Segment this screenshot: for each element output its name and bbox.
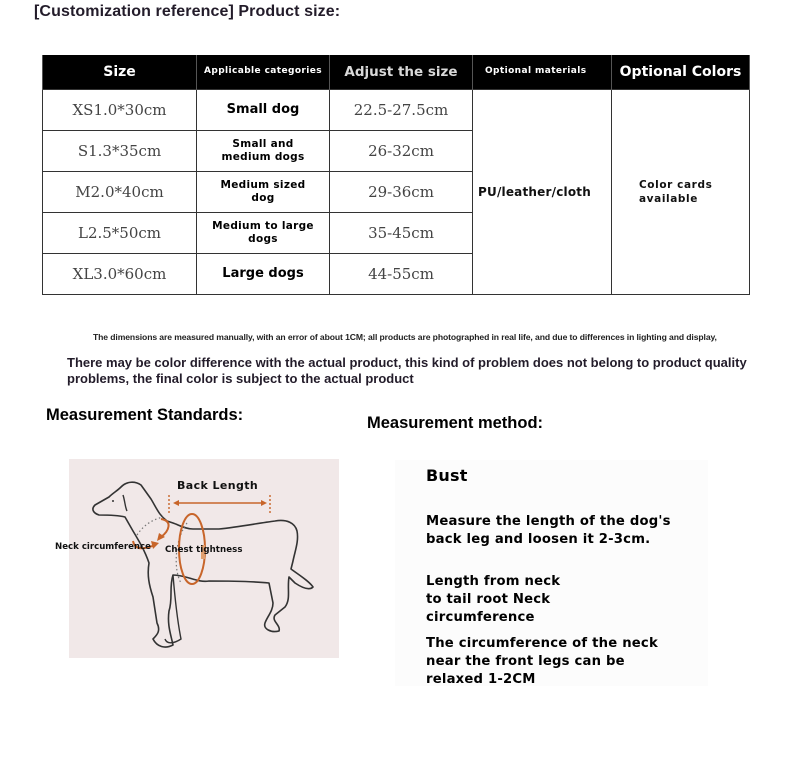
adjust-cell: 26-32cm [330, 130, 473, 171]
size-table [42, 55, 750, 295]
standards-heading: Measurement Standards: [46, 406, 244, 424]
disclaimer-small: The dimensions are measured manually, with an error of about 1CM; all products are photographed in real life, and due to differences in lighting and display, [93, 332, 717, 342]
category-text: Small and medium dogs [221, 137, 305, 163]
table-header-row [43, 55, 750, 89]
dog-diagram [69, 459, 339, 658]
category-cell: Large dogs [197, 253, 330, 294]
size-cell: M2.0*40cm [43, 171, 197, 212]
adjust-cell: 44-55cm [330, 253, 473, 294]
adjust-cell: 22.5-27.5cm [330, 89, 473, 130]
back-length-label: Back Length [177, 479, 259, 492]
adjust-cell: 35-45cm [330, 212, 473, 253]
method-item: Measure the length of the dog's back leg and loosen it 2-3cm. [426, 514, 671, 547]
size-cell: XS1.0*30cm [43, 89, 197, 130]
header-adjust: Adjust the size [330, 55, 473, 89]
category-cell [197, 130, 330, 171]
bust-heading: Bust [426, 466, 468, 485]
category-cell: Small dog [197, 89, 330, 130]
colors-cell [612, 89, 750, 294]
category-cell [197, 171, 330, 212]
colors-text: Color cards available [639, 178, 713, 205]
header-colors: Optional Colors [612, 55, 750, 89]
method-item: Length from neck to tail root Neck circumference [426, 574, 561, 625]
disclaimer-large: There may be color difference with the actual product, this kind of problem does not belong to product quality problems, the final color is subject to the actual product [67, 355, 747, 386]
category-text: Medium sized dog [220, 178, 306, 204]
method-item: The circumference of the neck near the front legs can be relaxed 1-2CM [426, 636, 658, 687]
category-cell [197, 212, 330, 253]
header-materials: Optional materials [473, 55, 612, 89]
header-categories: Applicable categories [197, 55, 330, 89]
category-text: Medium to large dogs [212, 219, 314, 245]
header-size: Size [43, 55, 197, 89]
size-cell: S1.3*35cm [43, 130, 197, 171]
page-title: [Customization reference] Product size: [34, 3, 341, 20]
adjust-cell: 29-36cm [330, 171, 473, 212]
materials-cell: PU/leather/cloth [473, 89, 612, 294]
chest-label: Chest tightness [165, 545, 243, 555]
size-cell: XL3.0*60cm [43, 253, 197, 294]
size-cell: L2.5*50cm [43, 212, 197, 253]
method-heading: Measurement method: [367, 414, 544, 432]
table-row [43, 89, 750, 130]
neck-label: Neck circumference [55, 542, 151, 552]
